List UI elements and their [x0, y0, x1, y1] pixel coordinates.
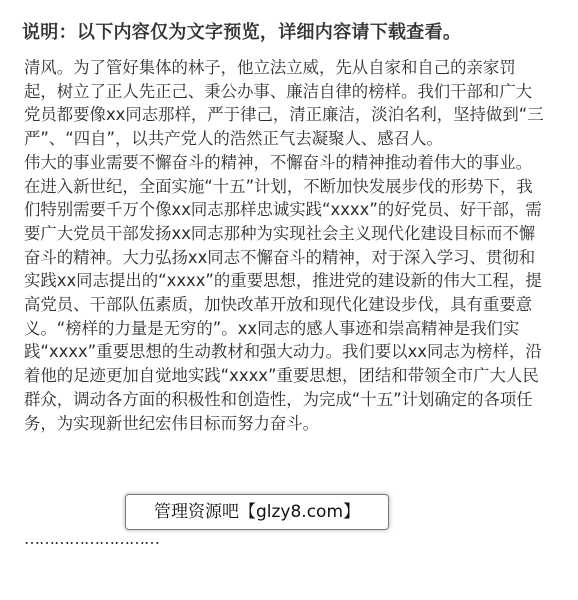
page-title: 说明：以下内容仅为文字预览，详细内容请下载查看。 — [22, 22, 462, 43]
watermark-banner: 管理资源吧【glzy8.com】 — [125, 494, 389, 530]
ellipsis-line: ……………………… — [24, 529, 159, 548]
paragraph: 清风。为了管好集体的林子，他立法立威，先从自家和自己的亲家罚起，树立了正人先正己、秉公办事、廉洁自律的榜样。我们干部和广大党员都要像xx同志那样，严于律己，清正廉洁，淡泊名利，坚持做到“三严”、“四自”，以共产党人的浩然正气去凝聚人、感召人。 — [24, 58, 544, 149]
paragraph: 伟大的事业需要不懈奋斗的精神，不懈奋斗的精神推动着伟大的事业。在进入新世纪，全面实施“十五”计划，不断加快发展步伐的形势下，我们特别需要千万个像xx同志那样忠诚实践“xxxx”的好党员、好干部，需要广大党员干部发扬xx同志那种为实现社会主义现代化建设目标而不懈奋斗的精神。大力弘扬xx同志不懈奋斗的精神，对于深入学习、贯彻和实践xx同志提出的“xxxx”的重要思想，推进党的建设新的伟大工程，提高党员、干部队伍素质，加快改革开放和现代化建设步伐，具有重要意义。“榜样的力量是无穷的”。xx同志的感人事迹和崇高精神是我们实践“xxxx”重要思想的生动教材和强大动力。我们要以xx同志为榜样，沿着他的足迹更加自觉地实践“xxxx”重要思想，团结和带领全市广大人民群众，调动各方面的积极性和创造性，为完成“十五”计划确定的各项任务，为实现新世纪宏伟目标而努力奋斗。 — [24, 152, 542, 433]
document-body — [24, 56, 544, 435]
